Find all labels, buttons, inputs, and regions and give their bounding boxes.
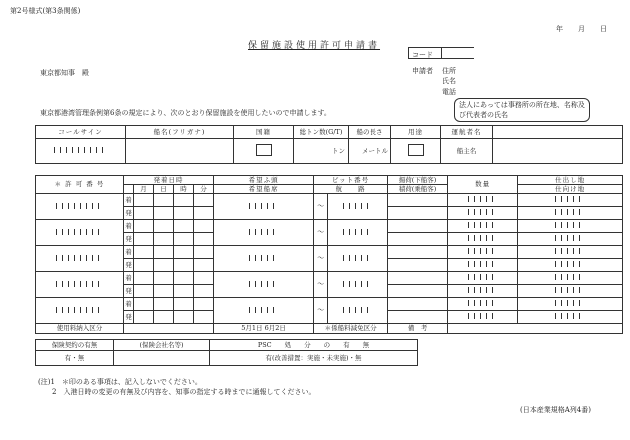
row-type-label: 着: [124, 194, 134, 207]
length-input[interactable]: [349, 139, 391, 164]
psc-header: PSC 処 分 の 有 無: [210, 340, 418, 351]
month-input[interactable]: [134, 233, 154, 246]
day-input[interactable]: [154, 194, 174, 207]
form-title: 保留施設使用許可申請書: [248, 41, 381, 51]
hour-col: 時: [174, 185, 194, 194]
day-input[interactable]: [154, 207, 174, 220]
row-type-label: 着: [124, 272, 134, 285]
qty-input[interactable]: [448, 233, 518, 246]
vessel-table: [35, 125, 623, 164]
minute-input[interactable]: [194, 311, 214, 324]
month-input[interactable]: [134, 220, 154, 233]
nationality-header: 国籍: [234, 126, 294, 139]
qty-input[interactable]: [448, 311, 518, 324]
captain-input[interactable]: [493, 139, 623, 164]
schedule-row: [36, 220, 623, 233]
qty-header: 数量: [448, 176, 518, 194]
permit-no-input[interactable]: [36, 298, 124, 324]
qty-input[interactable]: [448, 285, 518, 298]
company-input[interactable]: [114, 351, 210, 366]
bit-input[interactable]: [328, 298, 388, 324]
hour-input[interactable]: [174, 246, 194, 259]
day-input[interactable]: [154, 298, 174, 311]
row-type-label: 発: [124, 259, 134, 272]
day-input[interactable]: [154, 233, 174, 246]
wharf-input[interactable]: [214, 272, 314, 298]
note-2: 2 入港日時の変更の有無及び内容を、知事の指定する時までに通報してください。: [38, 388, 316, 396]
insurance-header: 保険契約の有無: [36, 340, 114, 351]
form-number: 第2号様式(第3条関係): [10, 7, 81, 15]
cargo-input[interactable]: [388, 246, 448, 259]
code-input[interactable]: [441, 47, 442, 59]
qty-input[interactable]: [448, 259, 518, 272]
row-type-label: 着: [124, 246, 134, 259]
minute-input[interactable]: [194, 259, 214, 272]
hour-input[interactable]: [174, 259, 194, 272]
minute-input[interactable]: [194, 246, 214, 259]
qty-input[interactable]: [448, 207, 518, 220]
qty-input[interactable]: [448, 298, 518, 311]
minute-input[interactable]: [194, 298, 214, 311]
cargo-input[interactable]: [388, 233, 448, 246]
tonnage-header: 総トン数(G/T): [294, 126, 349, 139]
hour-input[interactable]: [174, 220, 194, 233]
exempt-label: ＊係船料減免区分: [314, 324, 388, 334]
minute-input[interactable]: [194, 272, 214, 285]
schedule-row: [36, 246, 623, 259]
captain-header: 船主名: [441, 139, 493, 164]
wharf-header: 希望ふ頭: [214, 176, 314, 185]
shipname-input[interactable]: [126, 139, 234, 164]
dest-input[interactable]: [518, 298, 623, 311]
ton-unit: トン: [332, 146, 345, 155]
month-input[interactable]: [134, 272, 154, 285]
qty-input[interactable]: [448, 246, 518, 259]
wharf-input[interactable]: [214, 246, 314, 272]
row-type-label: 発: [124, 233, 134, 246]
hour-input[interactable]: [174, 311, 194, 324]
note-1: (注)1 ＊印のある事項は、記入しないでください。: [38, 378, 202, 386]
dest-input[interactable]: [518, 311, 623, 324]
meter-unit: メートル: [362, 146, 388, 155]
minute-input[interactable]: [194, 220, 214, 233]
route-tilde: ～: [314, 246, 328, 272]
route-header: 航 路: [314, 185, 388, 194]
day-input[interactable]: [154, 220, 174, 233]
permit-no-input[interactable]: [36, 246, 124, 272]
day-input[interactable]: [154, 272, 174, 285]
insurance-choice[interactable]: 有・無: [36, 351, 114, 366]
insurance-company: (保険会社名等): [114, 340, 210, 351]
hour-input[interactable]: [174, 194, 194, 207]
wharf-input[interactable]: [214, 194, 314, 220]
dest-input[interactable]: [518, 246, 623, 259]
insurance-table: [35, 339, 418, 366]
month-input[interactable]: [134, 298, 154, 311]
cargo-input[interactable]: [388, 311, 448, 324]
dest-header: 仕出し地: [518, 176, 623, 185]
dest-input[interactable]: [518, 272, 623, 285]
wharf-input[interactable]: [214, 220, 314, 246]
route-tilde: ～: [314, 220, 328, 246]
applicant-address: 住所: [442, 67, 456, 75]
addressee: 東京都知事 殿: [40, 69, 89, 77]
day-col: 日: [154, 185, 174, 194]
shipname-header: 船名(フリガナ): [126, 126, 234, 139]
row-type-label: 着: [124, 220, 134, 233]
cargo-header: 揚荷(下船客): [388, 176, 448, 185]
route-tilde: ～: [314, 298, 328, 324]
schedule-row: [36, 272, 623, 285]
bit-header: ピット番号: [314, 176, 388, 185]
purpose-input[interactable]: [391, 139, 441, 164]
applicant-name: 氏名: [442, 77, 456, 85]
wharf-input[interactable]: [214, 298, 314, 324]
corp-note: 法人にあっては事務所の所在地、名称及び代表者の氏名: [454, 98, 590, 122]
bit-input[interactable]: [328, 272, 388, 298]
cargo-input[interactable]: [388, 285, 448, 298]
day-input[interactable]: [154, 246, 174, 259]
month-input[interactable]: [134, 246, 154, 259]
day-input[interactable]: [154, 259, 174, 272]
date-label: 年 月 日: [556, 25, 611, 33]
schedule-table: [35, 175, 623, 334]
minute-input[interactable]: [194, 194, 214, 207]
hour-input[interactable]: [174, 272, 194, 285]
month-input[interactable]: [134, 194, 154, 207]
cargo-input[interactable]: [388, 207, 448, 220]
operator-header: 運航者名: [441, 126, 493, 139]
month-input[interactable]: [134, 311, 154, 324]
callsign-header: コールサイン: [36, 126, 126, 139]
day-input[interactable]: [154, 311, 174, 324]
qty-input[interactable]: [448, 220, 518, 233]
schedule-row: [36, 298, 623, 311]
row-type-label: 発: [124, 285, 134, 298]
cargo-input[interactable]: [388, 272, 448, 285]
nationality-input[interactable]: [234, 139, 294, 164]
permit-no-input[interactable]: [36, 220, 124, 246]
day-input[interactable]: [154, 285, 174, 298]
fee-label: 使用料納入区分: [36, 324, 124, 334]
cargo-input[interactable]: [388, 259, 448, 272]
cargo-input[interactable]: [388, 298, 448, 311]
purpose-header: 用途: [391, 126, 441, 139]
month-col: 月: [134, 185, 154, 194]
route-tilde: ～: [314, 194, 328, 220]
psc-choice[interactable]: 有(改善措置：実施・未実施)・無: [210, 351, 418, 366]
code-label: コード: [412, 51, 433, 59]
minute-input[interactable]: [194, 285, 214, 298]
permit-no-input[interactable]: [36, 194, 124, 220]
bit-input[interactable]: [328, 246, 388, 272]
applicant-phone: 電話: [442, 88, 456, 96]
bit-input[interactable]: [328, 194, 388, 220]
row-type-label: 発: [124, 311, 134, 324]
dest-input[interactable]: [518, 233, 623, 246]
hour-input[interactable]: [174, 233, 194, 246]
bit-input[interactable]: [328, 220, 388, 246]
hour-input[interactable]: [174, 207, 194, 220]
dest-sub-header: 仕向け地: [518, 185, 623, 194]
month-input[interactable]: [134, 259, 154, 272]
hour-input[interactable]: [174, 285, 194, 298]
route-tilde: ～: [314, 272, 328, 298]
minute-input[interactable]: [194, 233, 214, 246]
arrival-header: 発着日時: [124, 176, 214, 185]
permit-no-input[interactable]: [36, 272, 124, 298]
month-input[interactable]: [134, 207, 154, 220]
tonnage-input[interactable]: [294, 139, 349, 164]
remarks-label: 備 考: [388, 324, 448, 334]
row-type-label: 発: [124, 207, 134, 220]
cargo-input[interactable]: [388, 220, 448, 233]
dest-input[interactable]: [518, 194, 623, 207]
dest-input[interactable]: [518, 207, 623, 220]
qty-input[interactable]: [448, 194, 518, 207]
minute-col: 分: [194, 185, 214, 194]
dest-input[interactable]: [518, 220, 623, 233]
dest-input[interactable]: [518, 259, 623, 272]
remarks-input[interactable]: [448, 324, 623, 334]
fee-dates: 5月1日 6月2日: [214, 324, 314, 334]
schedule-row: [36, 194, 623, 207]
cargo-input[interactable]: [388, 194, 448, 207]
minute-input[interactable]: [194, 207, 214, 220]
hour-input[interactable]: [174, 298, 194, 311]
callsign-input[interactable]: [36, 139, 126, 164]
qty-input[interactable]: [448, 272, 518, 285]
length-header: 船の長さ: [349, 126, 391, 139]
footer-standard: (日本産業規格A列4番): [520, 406, 591, 414]
dest-input[interactable]: [518, 285, 623, 298]
load-header: 積荷(乗船客): [388, 185, 448, 194]
permit-no-header: ＊ 許 可 番 号: [36, 176, 124, 194]
statement: 東京都港湾管理条例第6条の規定により、次のとおり保留施設を使用したいので申請します。: [40, 109, 331, 117]
row-type-label: 着: [124, 298, 134, 311]
operator-input[interactable]: [493, 126, 623, 139]
month-input[interactable]: [134, 285, 154, 298]
berth-header: 希望船席: [214, 185, 314, 194]
applicant-label: 申請者: [412, 67, 433, 75]
